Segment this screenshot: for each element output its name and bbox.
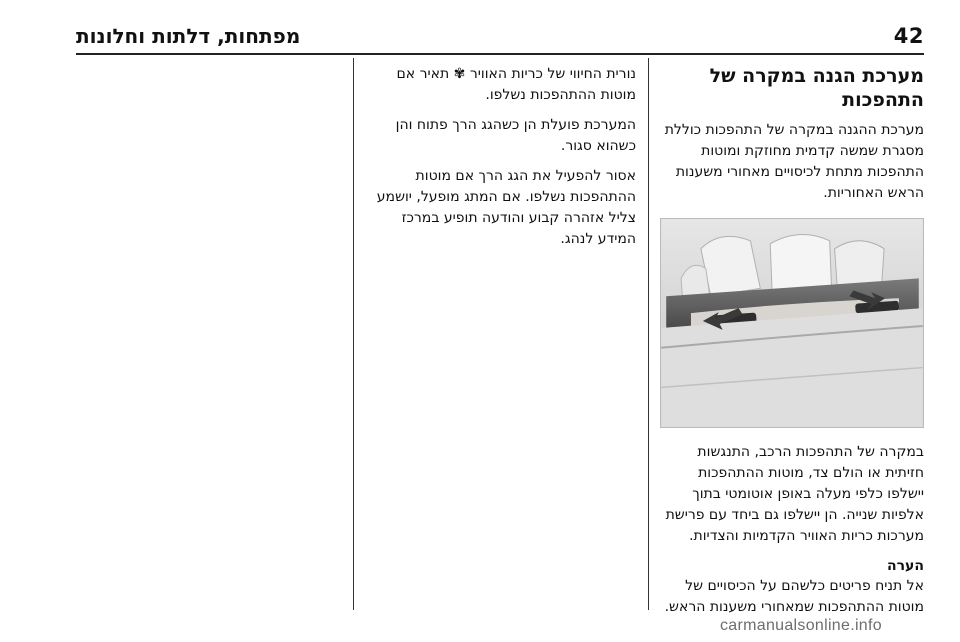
rollover-intro: מערכת ההגנה במקרה של התהפכות כוללת מסגרת שמשה קדמית מחוזקת ומוטות התהפכות מתחת לכיסויים מאחורי משענות הראש האחוריות. [664, 122, 924, 201]
page-header [76, 22, 924, 48]
warning-paragraph: אסור להפעיל את הגג הרך אם מוטות ההתהפכות נשלפו. אם המתג מופעל, יושמע צליל אזהרה קבוע והודעה תופיע במרכז המידע לנהג. [376, 168, 636, 247]
header-rule [76, 53, 924, 55]
note-title: הערה [887, 558, 924, 574]
page-number: 42 [893, 24, 924, 48]
softtop-paragraph: המערכת פועלת הן כשהגג הרך פתוח והן כשהוא סגור. [395, 117, 636, 154]
rollover-body: במקרה של התהפכות הרכב, התנגשות חזיתית או הולם צד, מוטות ההתהפכות יישלפו כלפי מעלה באופן אוטומטי בתוך אלפיות שנייה. הן יישלפו גם ביחד עם פרישת מערכות כריות האוויר הקדמיות והצדיות. [665, 444, 924, 544]
column-divider-middle [648, 58, 649, 610]
convertible-rear-seats-image [661, 219, 923, 427]
watermark: carmanualsonline.info [720, 617, 882, 634]
right-column [660, 64, 924, 627]
middle-column [366, 64, 636, 259]
note-text: אל תניח פריטים כלשהם על הכיסויים של מוטות ההתהפכות שמאחורי משענות הראש. [664, 578, 924, 615]
section-title: מפתחות, דלתות וחלונות [76, 24, 301, 48]
rollover-bars-illustration [660, 218, 924, 428]
airbag-indicator-text-start: נורית החיווי של כריות האוויר [469, 66, 636, 82]
rollover-heading: מערכת הגנה במקרה של התהפכות [709, 65, 924, 111]
column-divider-left [353, 58, 354, 610]
airbag-indicator-paragraph [366, 64, 636, 106]
airbag-indicator-text-end: תאיר אם מוטות ההתהפכות נשלפו. [396, 66, 636, 103]
airbag-warning-icon: ✾ [453, 66, 466, 82]
